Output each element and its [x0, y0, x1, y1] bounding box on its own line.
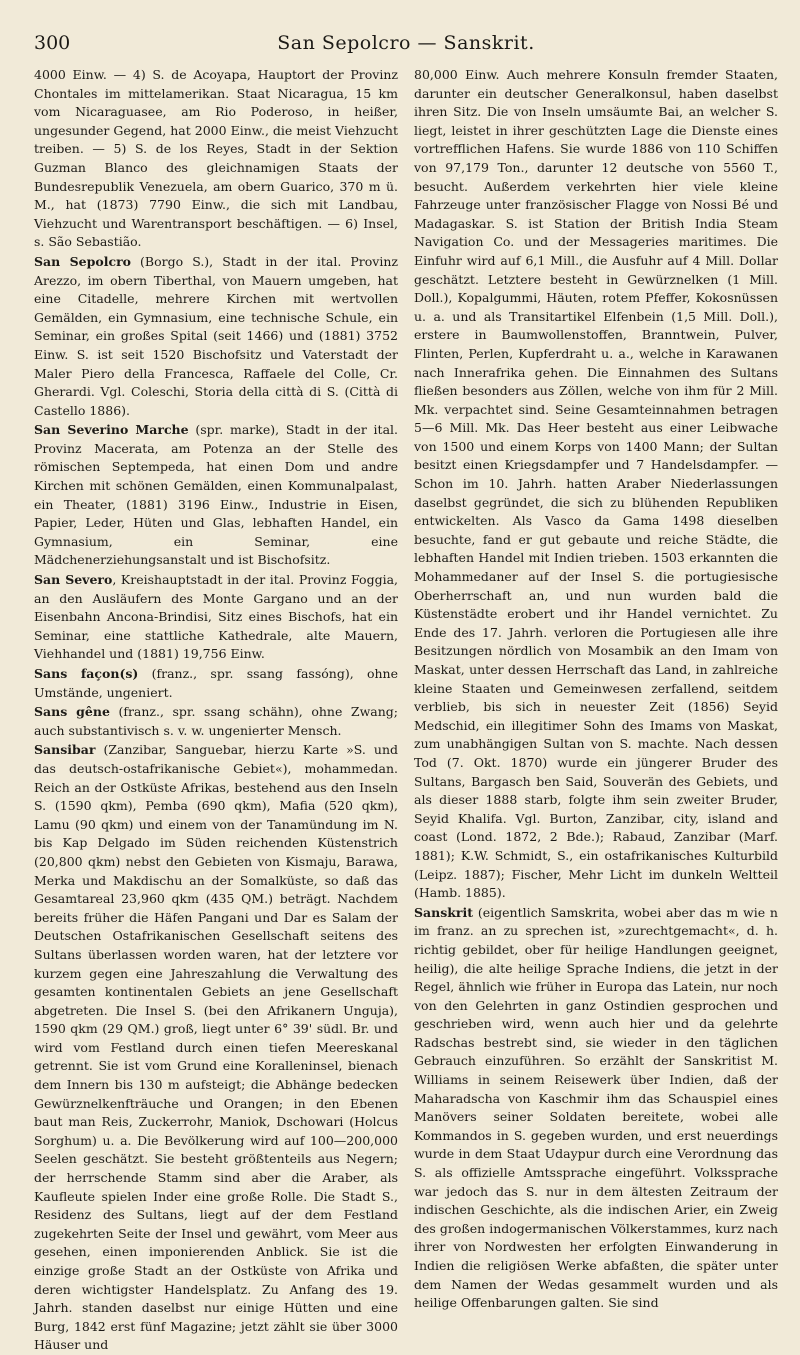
entry-headword: Sansibar [34, 742, 96, 758]
dictionary-entry [34, 66, 398, 252]
entry-text: (eigentlich Samskrita, wobei aber das m wie n im franz. an zu sprechen ist, »zurechtgemacht«, d. h. richtig gebildet, ober für heilige Handlungen geeignet, heilig), die alte heilige Sprache Indiens, die jetzt in der Regel, ähnlich wie früher in Europa das Latein, nur noch von den Gelehrten in ganz Ostindien gesprochen und geschrieben wird, wenn auch hier und da gelehrte Radschas bestrebt sind, sie wieder in den täglichen Gebrauch einzuführen. So erzählt der Sanskritist M. Williams in seinem Reisewerk über Indien, daß der Maharadscha von Kaschmir ihm das Schauspiel eines Manövers seiner Soldaten bereitete, wobei alle Kommandos in S. gegeben wurden, und erst neuerdings wurde in dem Staat Udaypur durch eine Verordnung das S. als offizielle Amtssprache eingeführt. Volkssprache war jedoch das S. nur in dem ältesten Zeitraum der indischen Geschichte, als die indischen Arier, ein Zweig des großen indogermanischen Völkerstammes, kurz nach ihrer von Nordwesten her erfolgten Einwanderung in Indien die religiösen Werke abfaßten, die später unter dem Namen der Wedas gesammelt wurden und als heilige Offenbarungen galten. Sie sind [414, 904, 778, 1311]
page-header [34, 28, 778, 66]
entry-text: , Kreishauptstadt in der ital. Provinz Foggia, an den Ausläufern des Monte Gargano und an der Eisenbahn Ancona-Brindisi, Sitz eines Bischofs, hat ein Seminar, eine stattliche Kathedrale, alte Mauern, Viehhandel und (1881) 19,756 Einw. [34, 572, 398, 662]
dictionary-entry [34, 253, 398, 420]
entry-headword: San Sepolcro [34, 253, 131, 269]
entry-headword: Sanskrit [414, 904, 474, 920]
dictionary-entry [34, 741, 398, 1355]
dictionary-entry [34, 665, 398, 702]
left-column [34, 66, 398, 1353]
dictionary-entry [414, 904, 778, 1313]
entry-headword: San Severo [34, 572, 113, 588]
text-columns [34, 66, 778, 1353]
page-number: 300 [34, 32, 71, 54]
dictionary-entry [414, 66, 778, 903]
entry-text: 4000 Einw. — 4) S. de Acoyapa, Hauptort der Provinz Chontales im mittelamerikan. Staat Nicaragua, 15 km vom Nicaraguasee, am Rio Poderoso, in heißer, ungesunder Gegend, hat 2000 Einw., die meist Viehzucht treiben. — 5) S. de los Reyes, Stadt in der Sektion Guzman Blanco des gleichnamigen Staats der Bundesrepublik Venezuela, am obern Guarico, 370 m ü. M., hat (1873) 7790 Einw., die sich mit Landbau, Viehzucht und Warentransport beschäftigen. — 6) Insel, s. São Sebastião. [34, 67, 398, 250]
running-head: San Sepolcro — Sanskrit. [277, 32, 535, 54]
entry-text: (franz., spr. ssang schähn), ohne Zwang; auch substantivisch s. v. w. ungenierter Mensch. [34, 704, 398, 738]
entry-text: (Borgo S.), Stadt in der ital. Provinz Arezzo, im obern Tiberthal, von Mauern umgeben, hat eine Citadelle, mehrere Kirchen mit wertvollen Gemälden, ein Gymnasium, eine technische Schule, ein Seminar, ein großes Spital (seit 1466) und (1881) 3752 Einw. S. ist seit 1520 Bischofsitz und Vaterstadt der Maler Piero della Francesca, Raffaele del Colle, Cr. Gherardi. Vgl. Coleschi, Storia della città di S. (Città di Castello 1886). [34, 253, 398, 418]
entry-text: (franz., spr. ssang fassóng), ohne Umstände, ungeniert. [34, 666, 398, 700]
dictionary-entry [34, 703, 398, 740]
entry-text: (spr. marke), Stadt in der ital. Provinz Macerata, am Potenza an der Stelle des römischen Septempeda, hat einen Dom und andre Kirchen mit schönen Gemälden, einen Kommunalpalast, ein Theater, (1881) 3196 Einw., Industrie in Eisen, Papier, Leder, Hüten und Glas, lebhaften Handel, ein Gymnasium, ein Seminar, eine Mädchenerziehungsanstalt und ist Bischofsitz. [34, 422, 398, 568]
entry-headword: Sans gêne [34, 704, 110, 720]
entry-text: (Zanzibar, Sanguebar, hierzu Karte »S. und das deutsch-ostafrikanische Gebiet«), mohammedan. Reich an der Ostküste Afrikas, bestehend aus den Inseln S. (1590 qkm), Pemba (690 qkm), Mafia (520 qkm), Lamu (90 qkm) und einem von der Tanamündung im N. bis Kap Delgado im Süden reichenden Küstenstrich (20,800 qkm) nebst den Gebieten von Kismaju, Barawa, Merka und Makdischu an der Somalküste, so daß das Gesamtareal 23,960 qkm (435 QM.) beträgt. Nachdem bereits früher die Häfen Pangani und Dar es Salam der Deutschen Ostafrikanischen Gesellschaft seitens des Sultans überlassen worden waren, hat der letztere vor kurzem gegen eine Jahreszahlung die Verwaltung des gesamten kontinentalen Gebiets an jene Gesellschaft abgetreten. Die Insel S. (bei den Afrikanern Unguja), 1590 qkm (29 QM.) groß, liegt unter 6° 39' südl. Br. und wird vom Festland durch einen tiefen Meereskanal getrennt. Sie ist vom Grund eine Koralleninsel, bienach dem Innern bis 130 m aufsteigt; die Abhänge bedecken Gewürznelkenfträuche und Orangen; in den Ebenen baut man Reis, Zuckerrohr, Maniok, Dschowari (Holcus Sorghum) u. a. Die Bevölkerung wird auf 100—200,000 Seelen geschätzt. Sie besteht größtenteils aus Negern; der herrschende Stamm sind aber die Araber, als Kaufleute spielen Inder eine große Rolle. Die Stadt S., Residenz des Sultans, liegt auf der dem Festland zugekehrten Seite der Insel und gewährt, vom Meer aus gesehen, einen imponierenden Anblick. Sie ist die einzige große Stadt an der Ostküste von Afrika und deren wichtigster Handelsplatz. Zu Anfang des 19. Jahrh. standen daselbst nur einige Hütten und eine Burg, 1842 erst fünf Magazine; jetzt zählt sie über 3000 Häuser und [34, 742, 398, 1353]
dictionary-entry [34, 421, 398, 570]
entry-headword: San Severino Marche [34, 422, 189, 438]
dictionary-entry [34, 571, 398, 664]
entry-text: 80,000 Einw. Auch mehrere Konsuln fremder Staaten, darunter ein deutscher Generalkonsul, haben daselbst ihren Sitz. Die von Inseln umsäumte Bai, an welcher S. liegt, leistet in ihrer geschützten Lage die Dienste eines vortrefflichen Hafens. Sie wurde 1886 von 110 Schiffen von 97,179 Ton., darunter 12 deutsche von 5560 T., besucht. Außerdem verkehrten hier viele kleine Fahrzeuge unter französischer Flagge von Nossi Bé und Madagaskar. S. ist Station der British India Steam Navigation Co. und der Messageries maritimes. Die Einfuhr wird auf 6,1 Mill., die Ausfuhr auf 4 Mill. Dollar geschätzt. Letztere besteht in Gewürznelken (1 Mill. Doll.), Kopalgummi, Häuten, rotem Pfeffer, Kokosnüssen u. a. und als Transitartikel Elfenbein (1,5 Mill. Doll.), erstere in Baumwollenstoffen, Branntwein, Pulver, Flinten, Perlen, Kupferdraht u. a., welche in Karawanen nach Innerafrika gehen. Die Einnahmen des Sultans fließen besonders aus Zöllen, welche von ihm für 2 Mill. Mk. verpachtet sind. Seine Gesamteinnahmen betragen 5—6 Mill. Mk. Das Heer besteht aus einer Leibwache von 1500 und einem Korps von 1400 Mann; der Sultan besitzt einen Kriegsdampfer und 7 Handelsdampfer. — Schon im 10. Jahrh. hatten Araber Niederlassungen daselbst gegründet, die sich zu blühenden Republiken entwickelten. Als Vasco da Gama 1498 dieselben besuchte, fand er gut gebaute und reiche Städte, die lebhaften Handel mit Indien trieben. 1503 erkannten die Mohammedaner auf der Insel S. die portugiesische Oberherrschaft an, und nun wurden bald die Küstenstädte erobert und ihr Handel vernichtet. Zu Ende des 17. Jahrh. verloren die Portugiesen alle ihre Besitzungen nördlich von Mosambik an den Imam von Maskat, unter dessen Herrschaft das Land, in zahlreiche kleine Staaten und Gemeinwesen zerfallend, seitdem verblieb, bis sich in neuester Zeit (1856) Seyid Medschid, ein illegitimer Sohn des Imams von Maskat, zum unabhängigen Sultan von S. machte. Nach dessen Tod (7. Okt. 1870) wurde ein jüngerer Bruder des Sultans, Bargasch ben Said, Souverän des Gebiets, und als dieser 1888 starb, folgte ihm sein zweiter Bruder, Seyid Khalifa. Vgl. Burton, Zanzibar, city, island and coast (Lond. 1872, 2 Bde.); Rabaud, Zanzibar (Marf. 1881); K.W. Schmidt, S., ein ostafrikanisches Kulturbild (Leipz. 1887); Fischer, Mehr Licht im dunkeln Weltteil (Hamb. 1885). [414, 67, 778, 901]
right-column [414, 66, 778, 1311]
entry-headword: Sans façon(s) [34, 666, 139, 681]
